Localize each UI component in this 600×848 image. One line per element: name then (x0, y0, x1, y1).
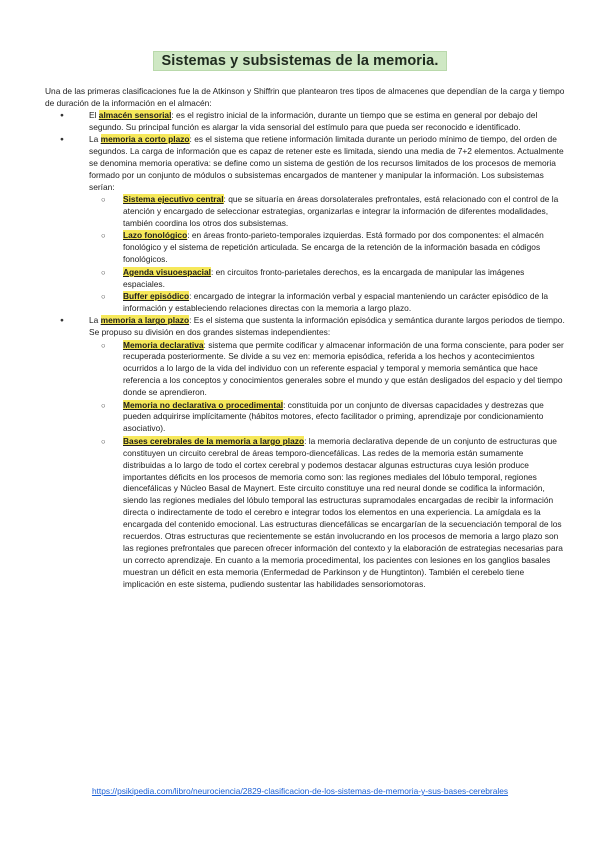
item-prefix: La (89, 315, 101, 326)
term-highlight: Bases cerebrales de la memoria a largo plazo (123, 435, 305, 446)
item-text: : en circuitos fronto-parietales derechos, es la encargada de manipular las imágenes espaciales. (123, 266, 525, 289)
title-container (0, 51, 600, 71)
sublist-item (89, 291, 567, 315)
page-title: Sistemas y subsistemas de la memoria. (153, 51, 448, 71)
sublist-item (89, 194, 567, 230)
document-body (45, 86, 567, 591)
term-highlight: almacén sensorial (98, 109, 172, 120)
item-text: : Es el sistema que sustenta la información episódica y semántica durante largos periodos de tiempo. Se propuso su división en dos grandes sistemas independientes: (89, 315, 565, 338)
term-highlight: memoria a largo plazo (100, 315, 190, 326)
item-prefix: La (89, 134, 101, 145)
term-highlight: Sistema ejecutivo central (123, 194, 224, 205)
sublist-item (89, 400, 567, 436)
term-highlight: Buffer episódico (123, 290, 190, 301)
term-highlight: Memoria no declarativa o procedimental (123, 399, 284, 410)
item-text: : que se situaría en áreas dorsolaterales prefrontales, está relacionado con el control de la atención y encargado de seleccionar estrategias, organizarlas e integrar la información de diferentes modalidades, también coordina los otros dos subsistemas. (123, 194, 559, 228)
term-highlight: Memoria declarativa (123, 339, 204, 350)
source-link[interactable]: https://psikipedia.com/libro/neurociencia/2829-clasificacion-de-los-sistemas-de-memoria-y-sus-bases-cerebrales (91, 786, 509, 796)
sublist-item (89, 267, 567, 291)
term-highlight: Lazo fonológico (123, 230, 188, 241)
source-link-container (0, 781, 600, 799)
item-text: : en áreas fronto-parieto-temporales izquierdas. Está formado por dos componentes: el almacén fonológico y el sistema de repetición articulada. Se encarga de la retención de la información basada en códigos fonológicos. (123, 230, 544, 265)
sublist-item (89, 436, 567, 591)
item-text: : es el registro inicial de la información, durante un tiempo que se estima en general por debajo del segundo. Su principal función es alargar la vida sensorial del estímulo para que pueda ser reconocido e identificado. (89, 109, 538, 132)
item-text: : la memoria declarativa depende de un conjunto de estructuras que constituyen un circuito cerebral de áreas temporo-diencefálicas. Las redes de la memoria están sumamente distribuidas a lo largo de todo el cortex cerebral y podemos destacar algunas estructuras cuya lesión produce importantes déficits en los procesos de memoria como son: las regiones mediales del lóbulo temporal, regiones diencefálicas y Núcleo Basal de Maynert. Este circuito constituye una red neural donde se codifica la información, siendo las regiones mediales del lóbulo temporal las estructuras supramodales encargadas de recibir la información directa o indirectamente de todo el cerebro e integrar todos los elementos en una experiencia. La amígdala es la encargada del contenido emocional. Las estructuras diencefálicas se encargarían de la secuenciación temporal de los recuerdos. Otras estructuras que recientemente se están involucrando en los procesos de memoria a largo plazo son las regiones prefrontales que parecen ofrecer información del contexto y la elaboración de estrategias necesarias para un correcto aprendizaje. En cuanto a la memoria procedimental, los pacientes con lesiones en los ganglios basales muestran un déficit en esta memoria (Enfermedad de Parkinson y de Hungtinton). También el cerebelo tiene implicación en este sistema, pudiendo sustentar las habilidades sensoriomotoras. (123, 435, 563, 589)
term-highlight: Agenda visuoespacial (123, 266, 211, 277)
sublist-item (89, 230, 567, 266)
item-prefix: El (89, 109, 99, 120)
list-item-sensory-store (45, 110, 567, 134)
long-term-subsystems-list (89, 340, 567, 591)
item-text: : constituida por un conjunto de diversas capacidades y destrezas que pueden adquirirse implícitamente (hábitos motores, efecto facilitador o priming, aprendizaje por condicionamiento asociativo). (123, 399, 544, 434)
short-term-subsystems-list (89, 194, 567, 315)
sublist-item (89, 340, 567, 400)
term-highlight: memoria a corto plazo (100, 134, 190, 145)
item-text: : sistema que permite codificar y almacenar información de una forma consciente, para poder ser recuperada posteriormente. Se divide a su vez en: memoria episódica, referida a los hechos y acontecimientos ocurridos a lo largo de la vida del individuo con un referente espacial y temporal y memoria semántica que hace referencia a los conceptos y conocimientos generales sobre el mundo y que están desligados del espacio y del tiempo donde se aprendieron. (123, 339, 564, 398)
item-text: : encargado de integrar la información verbal y espacial manteniendo un carácter episódico de la información y estableciendo relaciones directas con la memoria a largo plazo. (123, 290, 549, 313)
list-item-long-term-memory (45, 315, 567, 590)
intro-paragraph: Una de las primeras clasificaciones fue la de Atkinson y Shiffrin que plantearon tres tipos de almacenes que dependían de la carga y tiempo de duración de la información en el almacén: (45, 86, 565, 108)
item-text: : es el sistema que retiene información limitada durante un periodo mínimo de tiempo, del orden de segundos. La carga de información que es capaz de retener este es limitada, siendo una media de 7+2 elementos. Actualmente se denomina memoria operativa: se define como un sistema de gestión de los recursos limitados de los procesos de memoria formado por un conjunto de módulos o subsistemas encargados de mantener y manipular la información. Los subsistemas serían: (89, 134, 564, 192)
memory-stores-list (45, 110, 567, 591)
list-item-short-term-memory (45, 134, 567, 315)
